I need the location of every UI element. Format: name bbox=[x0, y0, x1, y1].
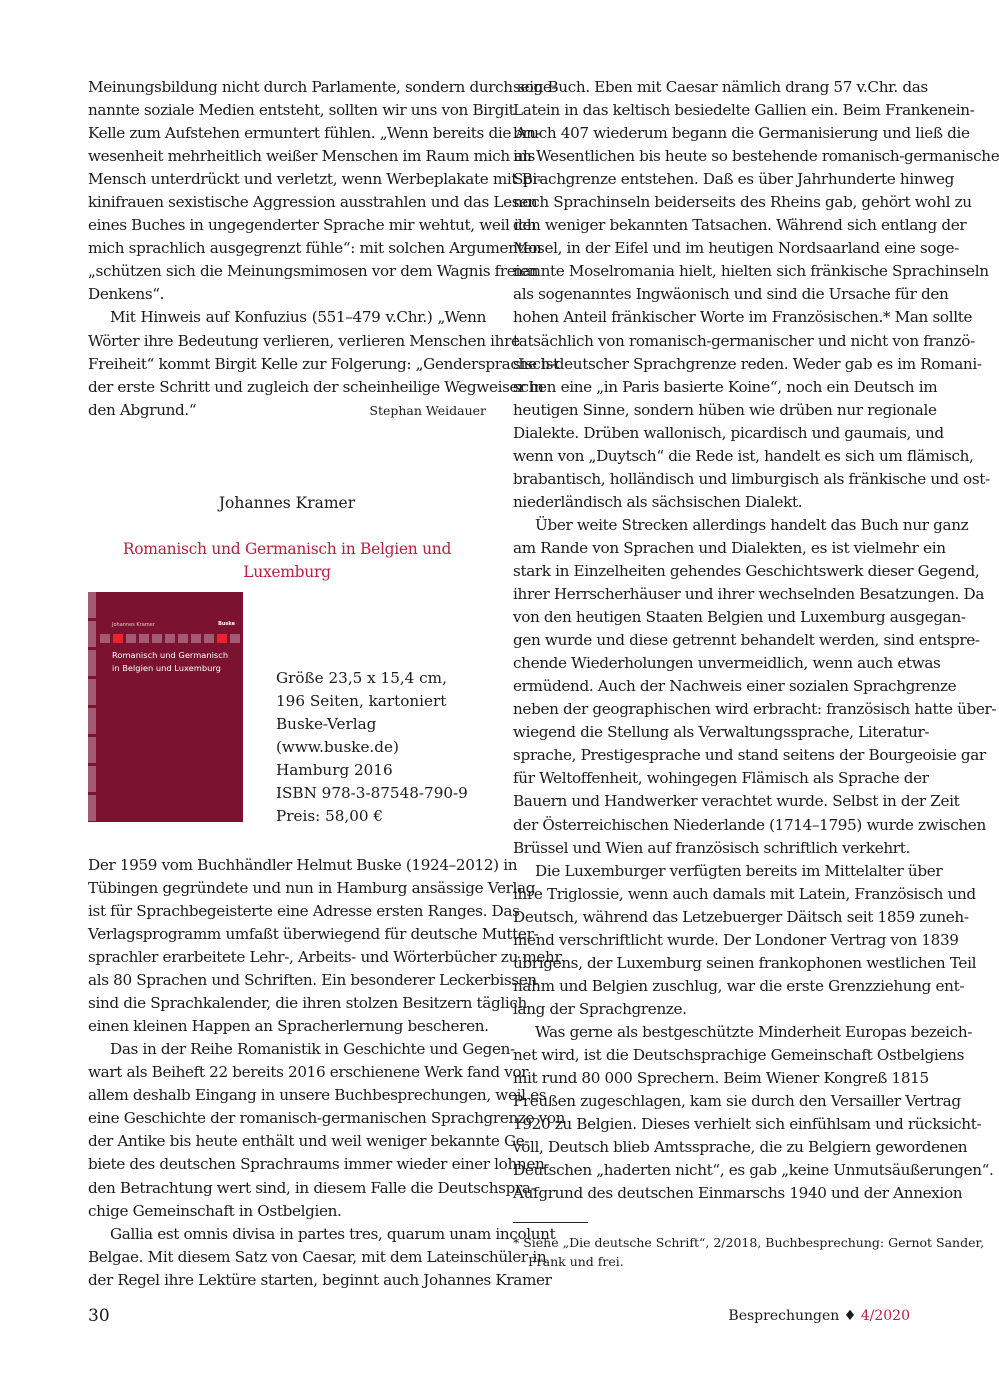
text-line: biete des deutschen Sprachraums immer wieder einer lohnen- bbox=[88, 1155, 550, 1174]
text-line: Gallia est omnis divisa in partes tres, quarum unam incolunt bbox=[110, 1224, 556, 1243]
text-line: Das in der Reihe Romanistik in Geschichte und Gegen- bbox=[110, 1040, 515, 1059]
text-line: übrigens, der Luxemburg seinen frankophonen westlichen Teil bbox=[513, 953, 977, 972]
text-line: sisch-deutscher Sprachgrenze reden. Weder gab es im Romani- bbox=[513, 354, 982, 373]
text-line: chende Wiederholungen unvermeidlich, wenn auch etwas bbox=[513, 654, 941, 673]
text-line: kinifrauen sexistische Aggression ausstrahlen und das Lesen bbox=[88, 193, 538, 212]
text-line: Kelle zum Aufstehen ermuntert fühlen. „Wenn bereits die An- bbox=[88, 124, 541, 143]
left-column bbox=[88, 76, 566, 1292]
book-info bbox=[88, 592, 486, 854]
paragraph bbox=[513, 514, 997, 860]
book-detail: Buske-Verlag bbox=[276, 714, 377, 733]
diamond-separator-icon: ♦ bbox=[843, 1308, 857, 1324]
book-cover-image bbox=[88, 592, 243, 822]
text-line: schen eine „in Paris basierte Koine“, noch ein Deutsch im bbox=[513, 377, 938, 396]
book-detail[interactable]: (www.buske.de) bbox=[276, 737, 399, 756]
text-line: nahm und Belgien zuschlug, war die erste Grenzziehung ent- bbox=[513, 976, 965, 995]
cover-spine bbox=[88, 592, 96, 822]
text-line: für Weltoffenheit, wohingegen Flämisch als Sprache der bbox=[513, 769, 929, 788]
text-line: brabantisch, holländisch und limburgisch als fränkische und ost- bbox=[513, 469, 990, 488]
text-line: Preußen zugeschlagen, kam sie durch den Versailler Vertrag bbox=[513, 1092, 961, 1111]
review-author: Johannes Kramer bbox=[218, 493, 356, 512]
text-line: Verlagsprogramm umfaßt überwiegend für deutsche Mutter- bbox=[88, 924, 539, 943]
text-line: Sprachgrenze entstehen. Daß es über Jahrhunderte hinweg bbox=[513, 170, 954, 189]
text-line: eines Buches in ungegenderter Sprache mir wehtut, weil ich bbox=[88, 216, 537, 235]
book-detail: Hamburg 2016 bbox=[276, 760, 393, 779]
text-line: niederländisch als sächsischen Dialekt. bbox=[513, 492, 803, 511]
paragraph bbox=[88, 1038, 566, 1222]
text-line: „schützen sich die Meinungsmimosen vor dem Wagnis freien bbox=[88, 262, 539, 281]
text-line: Wörter ihre Bedeutung verlieren, verlieren Menschen ihre bbox=[88, 331, 520, 350]
text-line: den Abgrund.“ bbox=[88, 400, 197, 419]
text-line: Bauern und Handwerker verachtet wurde. Selbst in der Zeit bbox=[513, 792, 960, 811]
paragraph bbox=[88, 76, 557, 306]
text-line: hohen Anteil fränkischer Worte im Französischen.* Man sollte bbox=[513, 308, 973, 327]
text-line: wart als Beiheft 22 bereits 2016 erschienene Werk fand vor bbox=[88, 1063, 529, 1082]
text-line: Deutsch, während das Letzebuerger Däitsch seit 1859 zuneh- bbox=[513, 907, 969, 926]
text-line: ihrer Herrscherhäuser und ihrer wechselnden Besatzungen. Da bbox=[513, 585, 985, 604]
text-line: Aufgrund des deutschen Einmarschs 1940 und der Annexion bbox=[513, 1184, 963, 1203]
text-line: sein Buch. Eben mit Caesar nämlich drang 57 v.Chr. das bbox=[513, 78, 928, 96]
text-line: der Antike bis heute enthält und weil weniger bekannte Ge- bbox=[88, 1132, 530, 1151]
footnote-line: Frank und frei. bbox=[528, 1254, 624, 1270]
text-line: von den heutigen Staaten Belgien und Luxemburg ausgegan- bbox=[513, 608, 966, 627]
text-line: der Österreichischen Niederlande (1714–1795) wurde zwischen bbox=[513, 815, 986, 834]
page-number: 30 bbox=[88, 1306, 110, 1326]
text-line: Mensch unterdrückt und verletzt, wenn Werbeplakate mit Bi- bbox=[88, 170, 542, 189]
review-text-continued bbox=[513, 76, 999, 1205]
cover-squares bbox=[100, 634, 240, 643]
text-line: Tübingen gegründete und nun in Hamburg ansässige Verlag bbox=[88, 878, 536, 897]
cover-title bbox=[112, 649, 228, 675]
text-line: heutigen Sinne, sondern hüben wie drüben nur regionale bbox=[513, 400, 937, 419]
text-line: eine Geschichte der romanisch-germanischen Sprachgrenze von bbox=[88, 1109, 566, 1128]
text-line: Dialekte. Drüben wallonisch, picardisch und gaumais, und bbox=[513, 423, 944, 442]
text-line: der erste Schritt und zugleich der scheinheilige Wegweiser in bbox=[88, 377, 544, 396]
book-detail: Preis: 58,00 € bbox=[276, 806, 384, 825]
text-line: ist für Sprachbegeisterte eine Adresse ersten Ranges. Das bbox=[88, 901, 520, 920]
text-line: net wird, ist die Deutschsprachige Gemeinschaft Ostbelgiens bbox=[513, 1045, 965, 1064]
text-line: tatsächlich von romanisch-germanischer und nicht von franzö- bbox=[513, 331, 975, 350]
text-line: Latein in das keltisch besiedelte Gallien ein. Beim Frankenein- bbox=[513, 101, 975, 120]
text-line: als sogenanntes Ingwäonisch und sind die Ursache für den bbox=[513, 285, 949, 304]
book-detail: ISBN 978-3-87548-790-9 bbox=[276, 783, 468, 802]
text-line: mich sprachlich ausgegrenzt fühle“: mit solchen Argumenten bbox=[88, 239, 542, 258]
text-line: wiegend die Stellung als Verwaltungssprache, Literatur- bbox=[513, 723, 930, 742]
text-line: sprache, Prestigesprache und stand seitens der Bourgeoisie gar bbox=[513, 746, 986, 765]
text-line: wenn von „Duytsch“ die Rede ist, handelt es sich um flämisch, bbox=[513, 446, 974, 465]
cover-title-line: in Belgien und Luxemburg bbox=[112, 662, 221, 673]
text-line: nannte soziale Medien entsteht, sollten wir uns von Birgit bbox=[88, 101, 515, 120]
cover-publisher: Buske bbox=[218, 620, 235, 627]
text-line: bruch 407 wiederum begann die Germanisierung und ließ die bbox=[513, 124, 970, 143]
text-line: voll, Deutsch blieb Amtssprache, die zu Belgiern gewordenen bbox=[513, 1138, 968, 1157]
text-line: lang der Sprachgrenze. bbox=[513, 999, 687, 1018]
text-line: ihre Triglossie, wenn auch damals mit Latein, Französisch und bbox=[513, 884, 976, 903]
paragraph bbox=[513, 1021, 994, 1205]
text-line: Denkens“. bbox=[88, 285, 165, 304]
paragraph bbox=[513, 860, 977, 1021]
text-line: neben der geographischen wird erbracht: französisch hatte über- bbox=[513, 700, 997, 719]
text-line: Die Luxemburger verfügten bereits im Mittelalter über bbox=[535, 861, 943, 880]
right-column bbox=[513, 76, 999, 1271]
footnote-line: * Siehe „Die deutsche Schrift“, 2/2018, Buchbesprechung: Gernot Sander, bbox=[513, 1235, 985, 1251]
cover-title-line: Romanisch und Germanisch bbox=[112, 649, 229, 660]
text-line: im Wesentlichen bis heute so bestehende romanisch-germanische bbox=[513, 147, 999, 166]
text-line: noch Sprachinseln beiderseits des Rheins gab, gehört wohl zu bbox=[513, 193, 972, 212]
text-line: Über weite Strecken allerdings handelt das Buch nur ganz bbox=[535, 515, 969, 534]
text-line: Meinungsbildung nicht durch Parlamente, sondern durch soge- bbox=[88, 78, 557, 96]
text-line: Deutschen „haderten nicht“, es gab „keine Unmutsäußerungen“. bbox=[513, 1161, 994, 1180]
footnote-rule bbox=[513, 1222, 588, 1223]
text-line: am Rande von Sprachen und Dialekten, es ist vielmehr ein bbox=[513, 538, 946, 557]
text-line: den Betrachtung wert sind, in diesem Falle die Deutschspra- bbox=[88, 1178, 536, 1197]
text-line: Was gerne als bestgeschützte Minderheit Europas bezeich- bbox=[535, 1022, 973, 1041]
text-line: Der 1959 vom Buchhändler Helmut Buske (1924–2012) in bbox=[88, 855, 518, 874]
cover-author: Johannes Kramer bbox=[112, 621, 155, 628]
paragraph bbox=[513, 76, 999, 514]
paragraph bbox=[88, 1223, 556, 1292]
text-line: der Regel ihre Lektüre starten, beginnt auch Johannes Kramer bbox=[88, 1270, 552, 1289]
text-line: Mit Hinweis auf Konfuzius (551–479 v.Chr.) „Wenn bbox=[110, 308, 486, 327]
text-line: wesenheit mehrheitlich weißer Menschen im Raum mich als bbox=[88, 147, 535, 166]
text-line: mend verschriftlicht wurde. Der Londoner Vertrag von 1839 bbox=[513, 930, 959, 949]
text-line: 1920 zu Belgien. Dieses verhielt sich einfühlsam und rücksicht- bbox=[513, 1115, 982, 1134]
text-line: nannte Moselromania hielt, hielten sich fränkische Sprachinseln bbox=[513, 262, 989, 281]
text-line: als 80 Sprachen und Schriften. Ein besonderer Leckerbissen bbox=[88, 971, 537, 990]
text-line: chige Gemeinschaft in Ostbelgien. bbox=[88, 1201, 342, 1220]
section-name: Besprechungen bbox=[728, 1308, 840, 1324]
text-line: mit rund 80 000 Sprechern. Beim Wiener Kongreß 1815 bbox=[513, 1069, 929, 1088]
running-footer bbox=[728, 1308, 910, 1324]
issue-number: 4/2020 bbox=[860, 1308, 910, 1324]
text-line: einen kleinen Happen an Spracherlernung bescheren. bbox=[88, 1017, 489, 1036]
text-line: sind die Sprachkalender, die ihren stolzen Besitzern täglich bbox=[88, 994, 527, 1013]
review-text bbox=[88, 854, 566, 1292]
review-signature: Stephan Weidauer bbox=[369, 402, 486, 418]
intro-text bbox=[88, 76, 559, 422]
text-line: sprachler erarbeitete Lehr-, Arbeits- und Wörterbücher zu mehr bbox=[88, 948, 562, 967]
text-line: gen wurde und diese getrennt behandelt werden, sind entspre- bbox=[513, 631, 980, 650]
text-line: stark in Einzelheiten gehendes Geschichtswerk dieser Gegend, bbox=[513, 561, 980, 580]
book-detail: Größe 23,5 x 15,4 cm, bbox=[276, 668, 447, 687]
text-line: Freiheit“ kommt Birgit Kelle zur Folgerung: „Gendersprache ist bbox=[88, 354, 559, 373]
text-line: Brüssel und Wien auf französisch schriftlich verkehrt. bbox=[513, 838, 910, 857]
text-line: Belgae. Mit diesem Satz von Caesar, mit dem Lateinschüler in bbox=[88, 1247, 547, 1266]
text-line: den weniger bekannten Tatsachen. Während sich entlang der bbox=[513, 216, 967, 235]
paragraph bbox=[88, 854, 562, 1038]
book-details bbox=[276, 667, 468, 828]
text-line: allem deshalb Eingang in unsere Buchbesprechungen, weil es bbox=[88, 1086, 547, 1105]
text-line: ermüdend. Auch der Nachweis einer sozialen Sprachgrenze bbox=[513, 677, 957, 696]
book-detail: 196 Seiten, kartoniert bbox=[276, 691, 447, 710]
review-title: Romanisch und Germanisch in Belgien und Luxemburg bbox=[122, 539, 452, 581]
text-line: Mosel, in der Eifel und im heutigen Nordsaarland eine soge- bbox=[513, 239, 959, 258]
footnote bbox=[513, 1233, 985, 1271]
